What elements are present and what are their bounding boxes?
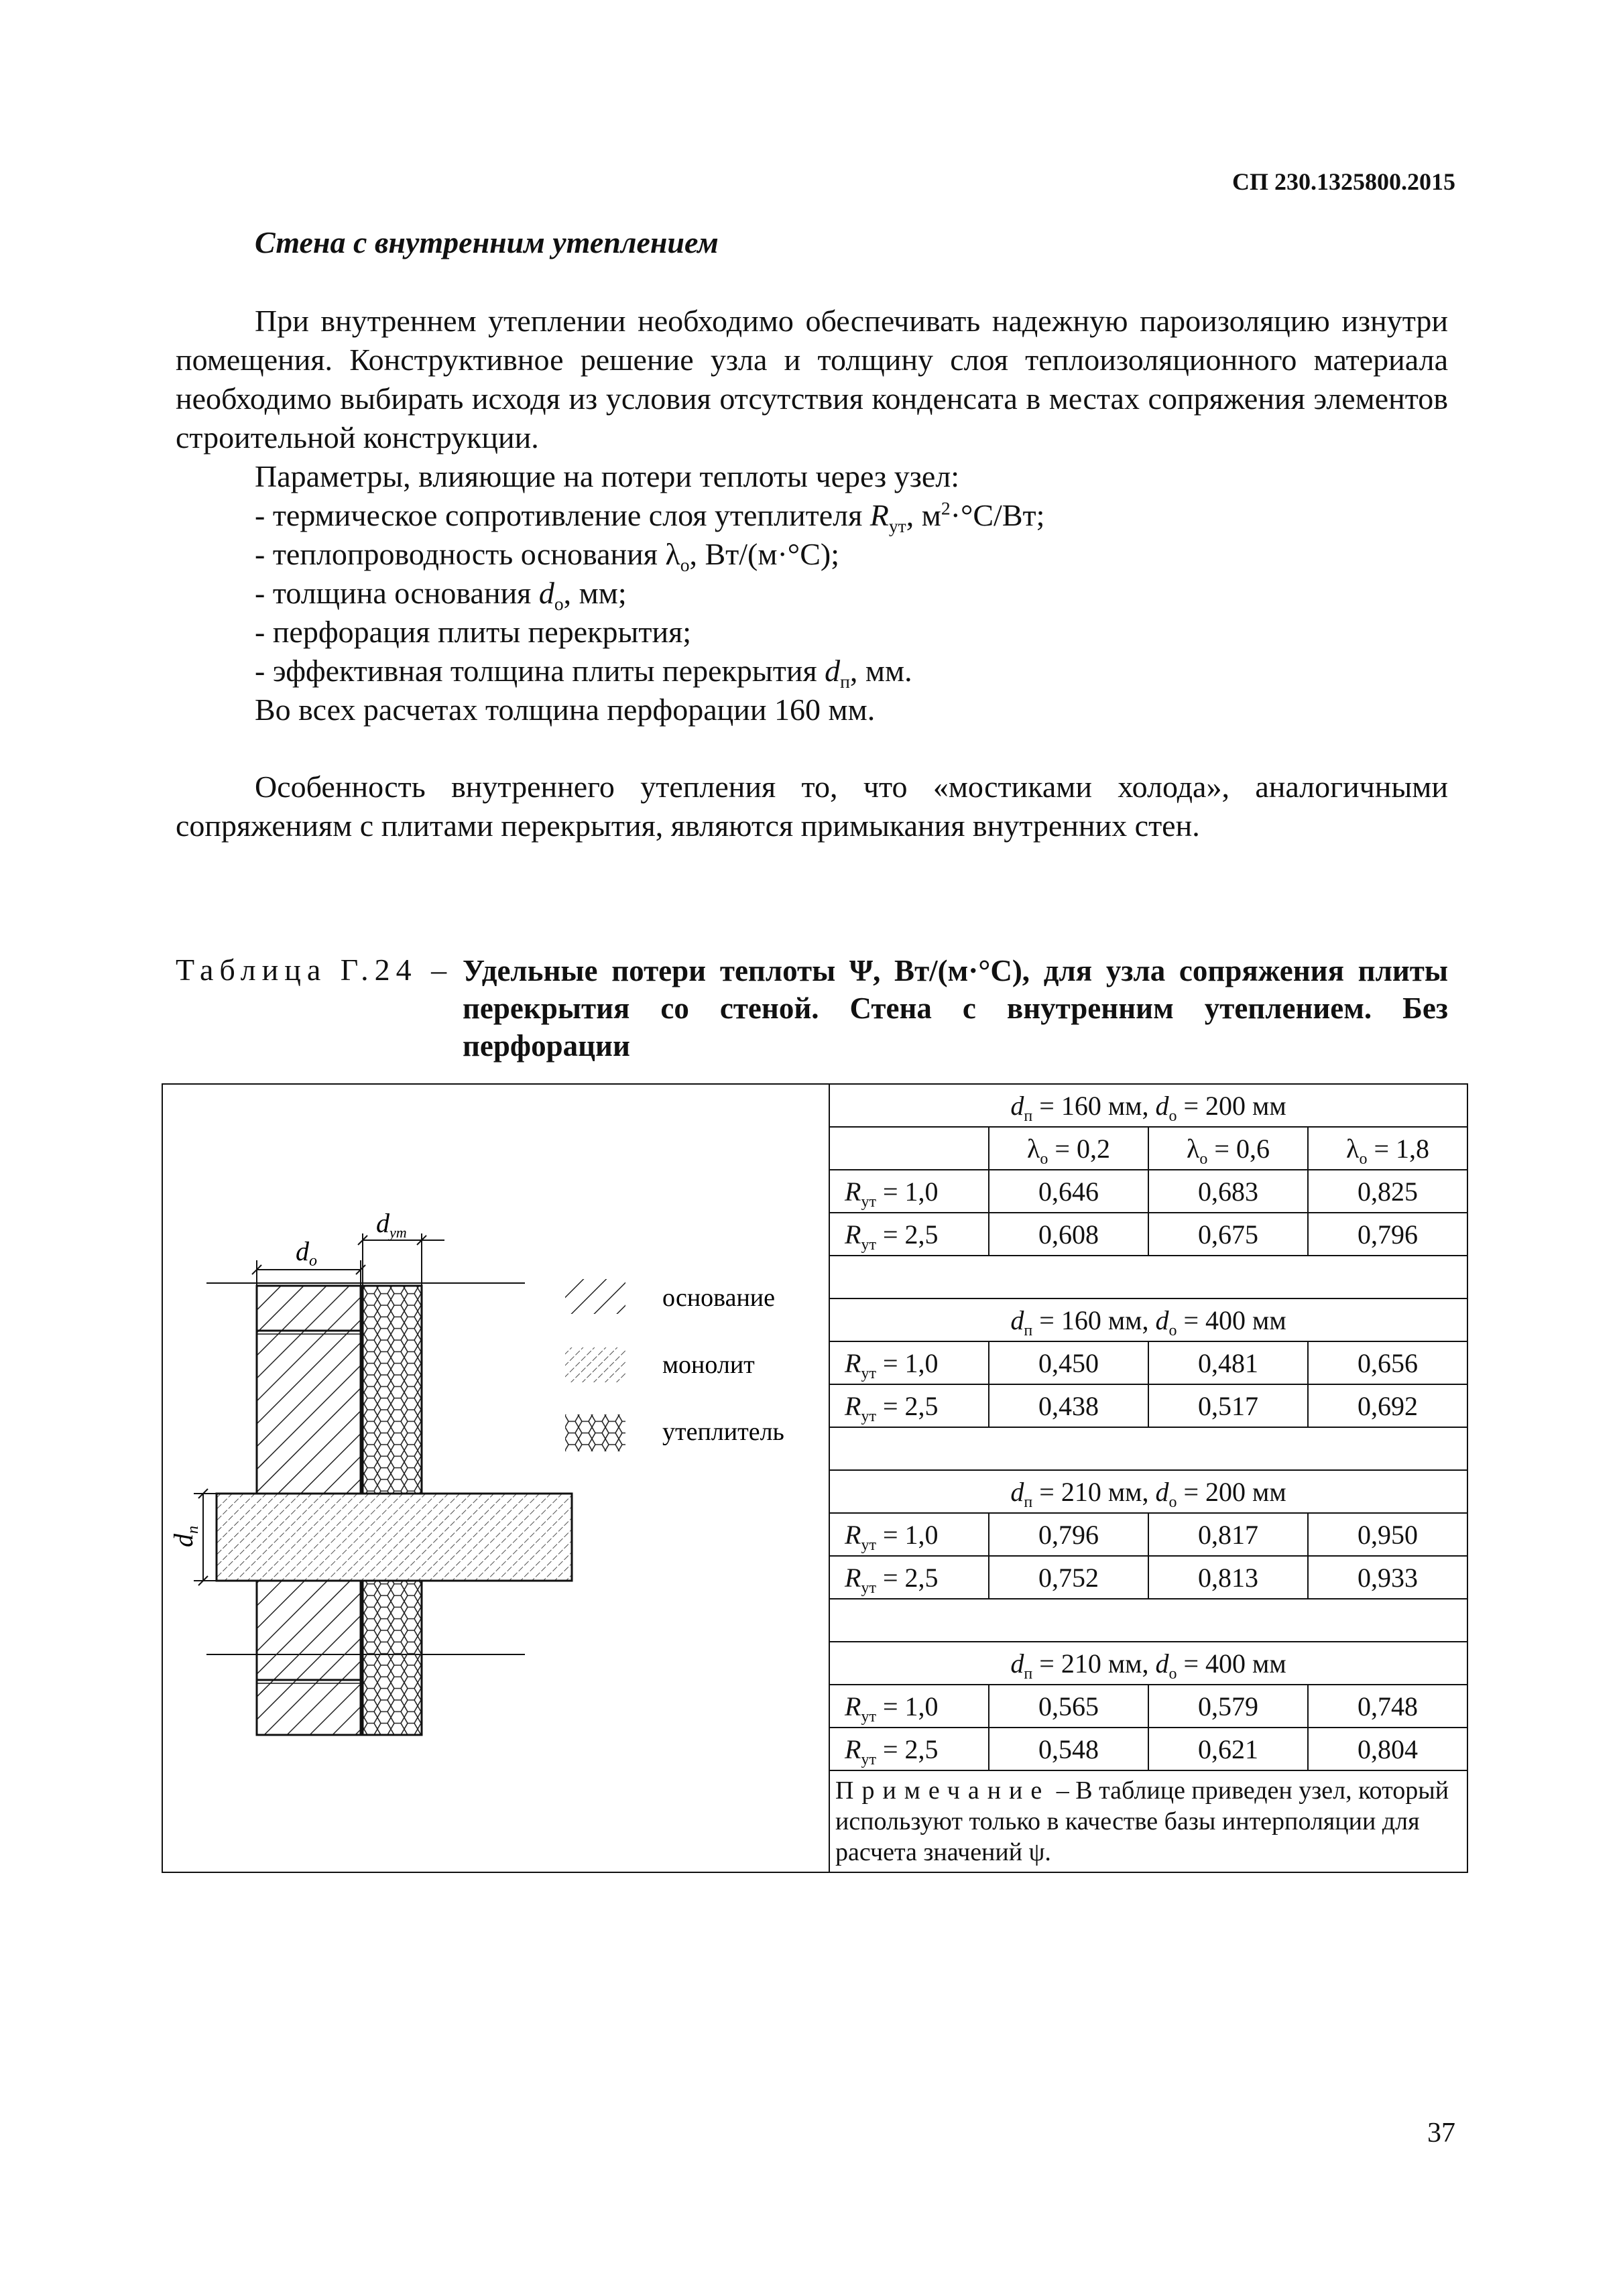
spacer-cell — [829, 1256, 1467, 1298]
param-item-thickness: - толщина основания $d_о$, мм; — [255, 576, 627, 615]
value-cell: 0,548 — [989, 1728, 1148, 1770]
perforation-note: Во всех расчетах толщина перфорации 160 мм. — [255, 692, 876, 727]
value-cell: 0,796 — [989, 1513, 1148, 1556]
feature-paragraph: Особенность внутреннего утепления то, что «мостиками холода», аналогичными сопряжениям с плитами перекрытия, являются примыкания внутренних стен. — [176, 770, 1448, 843]
label-dp: $d_п$ — [168, 1526, 202, 1547]
label-dut: $d_{ут}$ — [376, 1208, 407, 1241]
resistance-label: $R_{ут} = 1,0$ — [829, 1513, 989, 1556]
param-item-perforation: - перфорация плиты перекрытия; — [255, 615, 692, 649]
legend-swatch-base — [565, 1279, 625, 1314]
table-note: Примечание – В таблице приведен узел, который используют только в качестве базы интерполяции для расчета значений ψ. — [829, 1770, 1467, 1872]
value-cell: 0,804 — [1308, 1728, 1467, 1770]
heat-loss-table — [162, 1083, 1468, 1873]
params-intro: Параметры, влияющие на потери теплоты через узел: — [255, 459, 960, 493]
lambda-header: $\lambda_о = 0,6$ — [1148, 1127, 1308, 1170]
value-cell: 0,752 — [989, 1556, 1148, 1599]
value-cell: 0,565 — [989, 1685, 1148, 1728]
page-number: 37 — [1427, 2118, 1455, 2149]
value-cell: 0,656 — [1308, 1341, 1467, 1384]
resistance-label: $R_{ут} = 1,0$ — [829, 1341, 989, 1384]
value-cell: 0,796 — [1308, 1213, 1467, 1256]
empty-header-cell — [829, 1127, 989, 1170]
group-header: $d_п = 160$ мм, $d_о = 200$ мм — [829, 1084, 1467, 1127]
resistance-label: $R_{ут} = 1,0$ — [829, 1170, 989, 1213]
lambda-header: $\lambda_о = 0,2$ — [989, 1127, 1148, 1170]
value-cell: 0,933 — [1308, 1556, 1467, 1599]
value-cell: 0,608 — [989, 1213, 1148, 1256]
value-cell: 0,450 — [989, 1341, 1148, 1384]
group-header: $d_п = 160$ мм, $d_о = 400$ мм — [829, 1298, 1467, 1341]
legend-swatch-insulation — [565, 1414, 625, 1451]
value-cell: 0,683 — [1148, 1170, 1308, 1213]
wall-slab-junction-figure — [163, 1085, 830, 1776]
section-heading: Стена с внутренним утеплением — [255, 225, 719, 259]
value-cell: 0,517 — [1148, 1384, 1308, 1427]
node-figure-cell — [162, 1084, 829, 1872]
group-header: $d_п = 210$ мм, $d_о = 200$ мм — [829, 1470, 1467, 1513]
value-cell: 0,621 — [1148, 1728, 1308, 1770]
value-cell: 0,579 — [1148, 1685, 1308, 1728]
value-cell: 0,481 — [1148, 1341, 1308, 1384]
spacer-cell — [829, 1599, 1467, 1642]
param-item-slab-thickness: - эффективная толщина плиты перекрытия $d_п$, мм. — [255, 654, 912, 692]
value-cell: 0,748 — [1308, 1685, 1467, 1728]
legend-base: основание — [662, 1284, 775, 1312]
legend-swatch-monolith — [565, 1347, 625, 1382]
group-header: $d_п = 210$ мм, $d_о = 400$ мм — [829, 1642, 1467, 1685]
intro-paragraph: При внутреннем утеплении необходимо обеспечивать надежную пароизоляцию изнутри помещения. Конструктивное решение узла и толщину слоя теплоизоляционного материала необходимо выбирать исходя из условия отсутствия конденсата в местах сопряжения элементов строительной конструкции. — [176, 304, 1448, 455]
value-cell: 0,646 — [989, 1170, 1148, 1213]
value-cell: 0,817 — [1148, 1513, 1308, 1556]
value-cell: 0,675 — [1148, 1213, 1308, 1256]
resistance-label: $R_{ут} = 2,5$ — [829, 1728, 989, 1770]
lower-base-wall — [257, 1581, 361, 1735]
value-cell: 0,825 — [1308, 1170, 1467, 1213]
upper-insulation — [363, 1286, 422, 1494]
upper-base-wall — [257, 1286, 361, 1494]
param-item-conductivity: - теплопроводность основания $\lambda_о$, Вт/(м·°С); — [255, 537, 839, 576]
value-cell: 0,692 — [1308, 1384, 1467, 1427]
legend-monolith: монолит — [662, 1351, 755, 1379]
param-item-resistance: - термическое сопротивление слоя утеплителя $R_{ут}$, $м^2\cdot^\circ С/Вт$; — [255, 497, 1045, 537]
value-cell: 0,438 — [989, 1384, 1148, 1427]
resistance-label: $R_{ут} = 2,5$ — [829, 1384, 989, 1427]
value-cell: 0,813 — [1148, 1556, 1308, 1599]
lambda-header: $\lambda_о = 1,8$ — [1308, 1127, 1467, 1170]
floor-slab — [217, 1494, 572, 1581]
table-caption-text: Удельные потери теплоты Ψ, Вт/(м·°С), для узла сопряжения плиты перекрытия со стеной. Стена с внутренним утеплением. Без перфорации — [463, 954, 1448, 1063]
value-cell: 0,950 — [1308, 1513, 1467, 1556]
label-do: $d_о$ — [296, 1236, 317, 1270]
resistance-label: $R_{ут} = 2,5$ — [829, 1556, 989, 1599]
spacer-cell — [829, 1427, 1467, 1470]
table-caption-label: Таблица Г.24 – — [176, 953, 453, 987]
resistance-label: $R_{ут} = 2,5$ — [829, 1213, 989, 1256]
document-code: СП 230.1325800.2015 — [1232, 168, 1455, 195]
legend-insulation: утеплитель — [662, 1418, 784, 1446]
lower-insulation — [363, 1581, 422, 1735]
resistance-label: $R_{ут} = 1,0$ — [829, 1685, 989, 1728]
